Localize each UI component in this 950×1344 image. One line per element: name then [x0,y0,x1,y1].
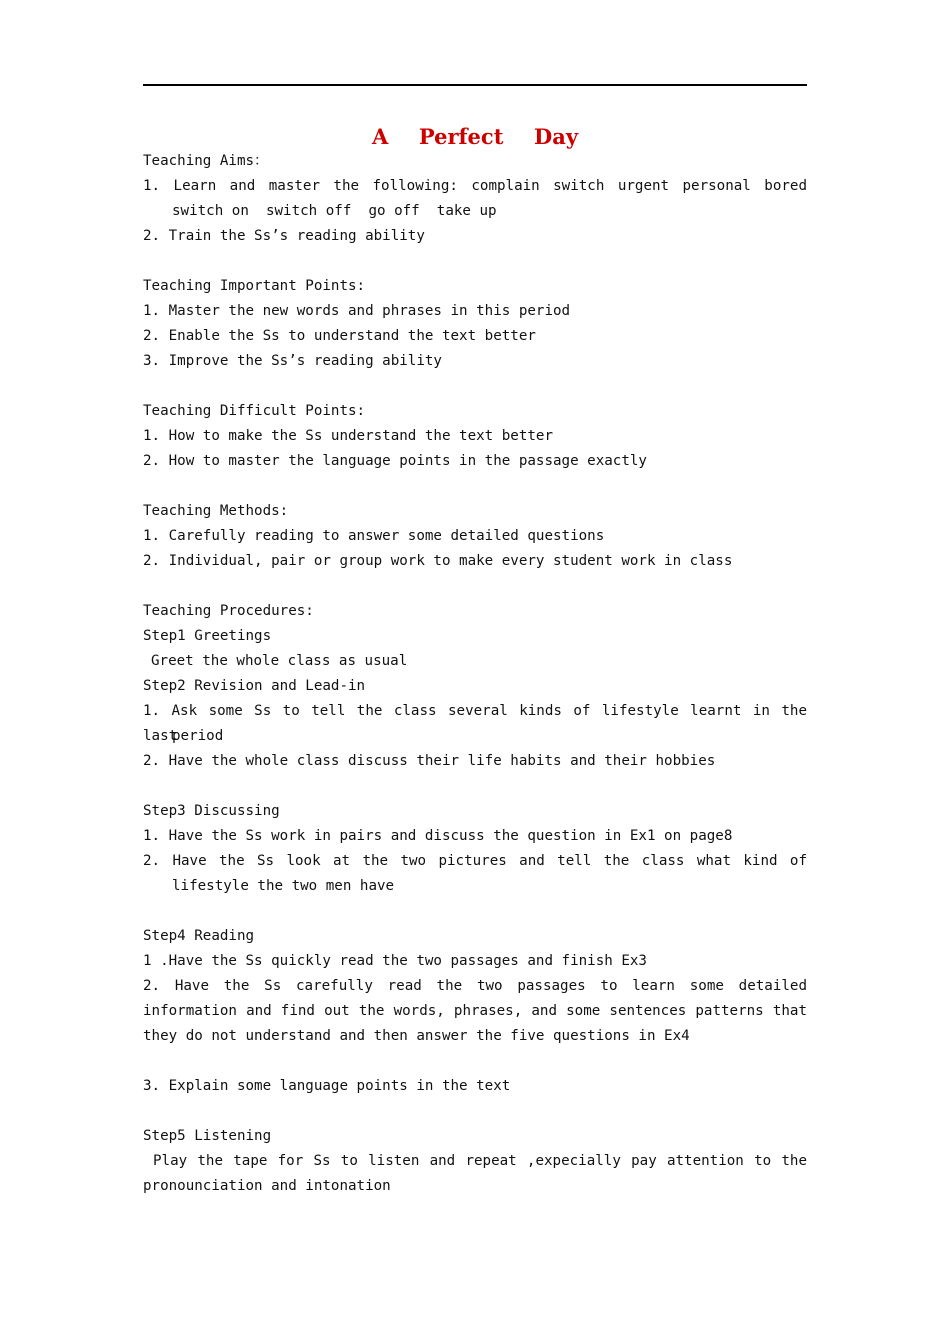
step5-heading: Step5 Listening [143,1128,272,1144]
methods-item-1: 1. Carefully reading to answer some detailed questions [143,528,605,544]
step3-item-1: 1. Have the Ss work in pairs and discuss the question in Ex1 on page8 [143,828,733,844]
step4-item-2-end: they do not understand and then answer the five questions in Ex4 [143,1028,690,1044]
important-item-1: 1. Master the new words and phrases in this period [143,303,571,319]
step4-heading: Step4 Reading [143,928,255,944]
spacer [143,1099,807,1124]
methods-heading: Teaching Methods: [143,503,289,519]
step2-heading: Step2 Revision and Lead-in [143,678,366,694]
step4-item-1: 1 .Have the Ss quickly read the two passages and finish Ex3 [143,953,647,969]
step3-item-2: 2. Have the Ss look at the two pictures and tell the class what kind of [143,853,807,869]
difficult-item-2: 2. How to master the language points in the passage exactly [143,453,647,469]
step5-text: Play the tape for Ss to listen and repeat ,expecially pay attention to the [153,1153,807,1169]
methods-item-2: 2. Individual, pair or group work to make every student work in class [143,553,733,569]
spacer [143,374,807,399]
procedures-heading: Teaching Procedures: [143,603,314,619]
spacer [143,574,807,599]
step1-heading: Step1 Greetings [143,628,272,644]
document-body [143,149,807,1199]
step4-item-2: 2. Have the Ss carefully read the two passages to learn some detailed [143,978,807,994]
aims-item-2: 2. Train the Ss’s reading ability [143,228,425,244]
spacer [143,899,807,924]
important-item-3: 3. Improve the Ss’s reading ability [143,353,442,369]
step2-item-1: 1. Ask some Ss to tell the class several kinds of lifestyle learnt in the last [143,703,807,744]
aims-item-1: 1. Learn and master the following: complain switch urgent personal bored [143,178,807,194]
step5-text-continued: pronounciation and intonation [143,1178,391,1194]
difficult-item-1: 1. How to make the Ss understand the text better [143,428,553,444]
spacer [143,249,807,274]
step2-item-2: 2. Have the whole class discuss their life habits and their hobbies [143,753,716,769]
step4-item-2-continued: information and find out the words, phrases, and some sentences patterns that [143,1003,807,1019]
difficult-heading: Teaching Difficult Points: [143,403,366,419]
header-rule [143,84,807,86]
aims-item-1-continued: switch on switch off go off take up [172,203,497,219]
step3-heading: Step3 Discussing [143,803,280,819]
spacer [143,1049,807,1074]
step4-item-3: 3. Explain some language points in the text [143,1078,511,1094]
spacer [143,774,807,799]
document-title: A Perfect Day [371,124,579,149]
aims-heading: Teaching Aims： [143,153,269,169]
step1-text: Greet the whole class as usual [151,653,408,669]
step2-item-1-continued: period [172,728,224,744]
important-item-2: 2. Enable the Ss to understand the text better [143,328,536,344]
spacer [143,474,807,499]
step3-item-2-continued: lifestyle the two men have [172,878,395,894]
important-heading: Teaching Important Points: [143,278,366,294]
